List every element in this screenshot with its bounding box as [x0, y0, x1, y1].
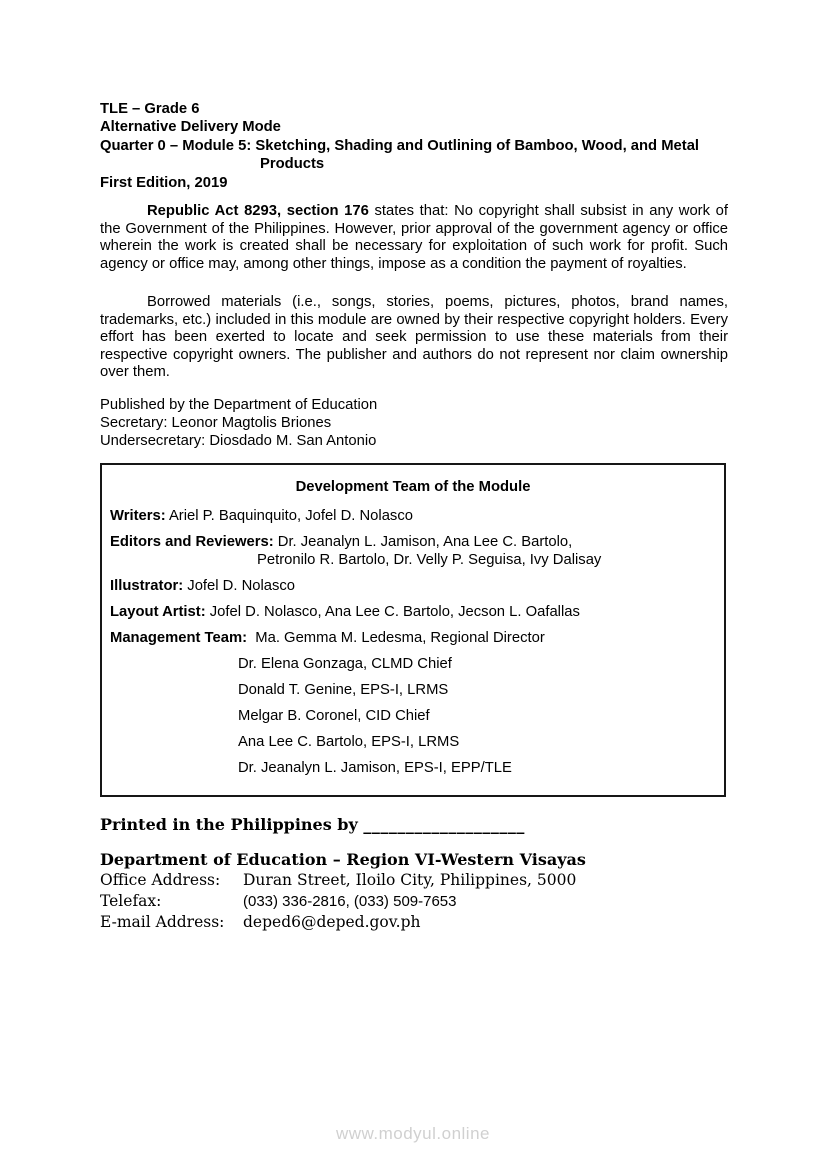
- office-address-value: Duran Street, Iloilo City, Philippines, 5000: [243, 871, 577, 889]
- site-watermark: www.modyul.online: [335, 1124, 490, 1143]
- editors-line-1: [110, 533, 716, 551]
- management-member: Ma. Gemma M. Ledesma, Regional Director: [255, 630, 545, 646]
- editors-value-line2: Petronilo R. Bartolo, Dr. Velly P. Seguisa, Ivy Dalisay: [257, 552, 602, 568]
- module-subject-line: TLE – Grade 6: [100, 101, 200, 117]
- management-member: Melgar B. Coronel, CID Chief: [238, 708, 430, 724]
- management-member: Ana Lee C. Bartolo, EPS-I, LRMS: [238, 734, 460, 750]
- layout-artist-value: Jofel D. Nolasco, Ana Lee C. Bartolo, Jecson L. Oafallas: [209, 604, 580, 620]
- printer-blank-line: ___________________: [363, 815, 525, 834]
- layout-artist-label: Layout Artist:: [110, 604, 206, 620]
- email-address-value: deped6@deped.gov.ph: [243, 913, 421, 931]
- module-title-wrap-line: Products: [260, 156, 325, 173]
- writers-entry: [110, 507, 716, 525]
- writers-label: Writers:: [110, 508, 166, 524]
- management-team-label: Management Team:: [110, 630, 248, 646]
- editors-entry: [110, 533, 716, 569]
- telefax-value: (033) 336-2816, (033) 509-7653: [243, 893, 457, 910]
- undersecretary-line: Undersecretary: Diosdado M. San Antonio: [100, 433, 377, 450]
- copyright-paragraph-1: [100, 203, 728, 273]
- publisher-block: [100, 396, 728, 451]
- management-member: Dr. Elena Gonzaga, CLMD Chief: [238, 656, 452, 672]
- management-member: Dr. Jeanalyn L. Jamison, EPS-I, EPP/TLE: [238, 760, 512, 776]
- email-address-row: [100, 912, 700, 933]
- development-team-title: Development Team of the Module: [295, 479, 531, 495]
- republic-act-bold-text: Republic Act 8293, section 176: [147, 203, 369, 219]
- module-edition-line: First Edition, 2019: [100, 174, 228, 191]
- office-address-row: [100, 870, 700, 891]
- writers-value: Ariel P. Baquinquito, Jofel D. Nolasco: [168, 508, 413, 524]
- management-member: Donald T. Genine, EPS-I, LRMS: [238, 682, 449, 698]
- secretary-line: Secretary: Leonor Magtolis Briones: [100, 415, 332, 432]
- office-address-label: Office Address:: [100, 871, 221, 889]
- telefax-label: Telefax:: [100, 892, 162, 910]
- development-team-box: [100, 463, 726, 797]
- email-address-label: E-mail Address:: [100, 913, 225, 931]
- telefax-row: [100, 891, 700, 912]
- deped-region-heading: Department of Education – Region VI-Western Visayas: [100, 850, 586, 869]
- contact-block: [100, 849, 700, 933]
- illustrator-entry: [110, 577, 716, 595]
- illustrator-value: Jofel D. Nolasco: [187, 578, 296, 594]
- printed-in-philippines-line: [100, 815, 728, 835]
- module-title-block: [100, 100, 740, 192]
- republic-act-body-text: states that: No copyright shall subsist in any work of the Government of the Philippines. However, prior approval of the government agency or office wherein the work is created shall be necessary for exploitation of such work for profit. Such agency or office may, among other things, impose as a condition the payment of royalties.: [100, 203, 728, 272]
- published-by-line: Published by the Department of Education: [100, 397, 378, 413]
- editors-label: Editors and Reviewers:: [110, 534, 274, 550]
- module-mode-line: Alternative Delivery Mode: [100, 119, 281, 136]
- editors-value-line1: Dr. Jeanalyn L. Jamison, Ana Lee C. Bartolo,: [277, 534, 573, 550]
- management-team-entry: [110, 629, 716, 647]
- layout-artist-entry: [110, 603, 716, 621]
- illustrator-label: Illustrator:: [110, 578, 184, 594]
- copyright-paragraph-2: Borrowed materials (i.e., songs, stories, poems, pictures, photos, brand names, trademarks, etc.) included in this module are owned by their respective copyright holders. Every effort has been exerted to locate and seek permission to use these materials from their respective copyright owners. The publisher and authors do not represent nor claim ownership over them.: [100, 294, 728, 381]
- module-quarter-line: Quarter 0 – Module 5: Sketching, Shading and Outlining of Bamboo, Wood, and Metal: [100, 137, 700, 154]
- printed-label: Printed in the Philippines by: [100, 815, 364, 834]
